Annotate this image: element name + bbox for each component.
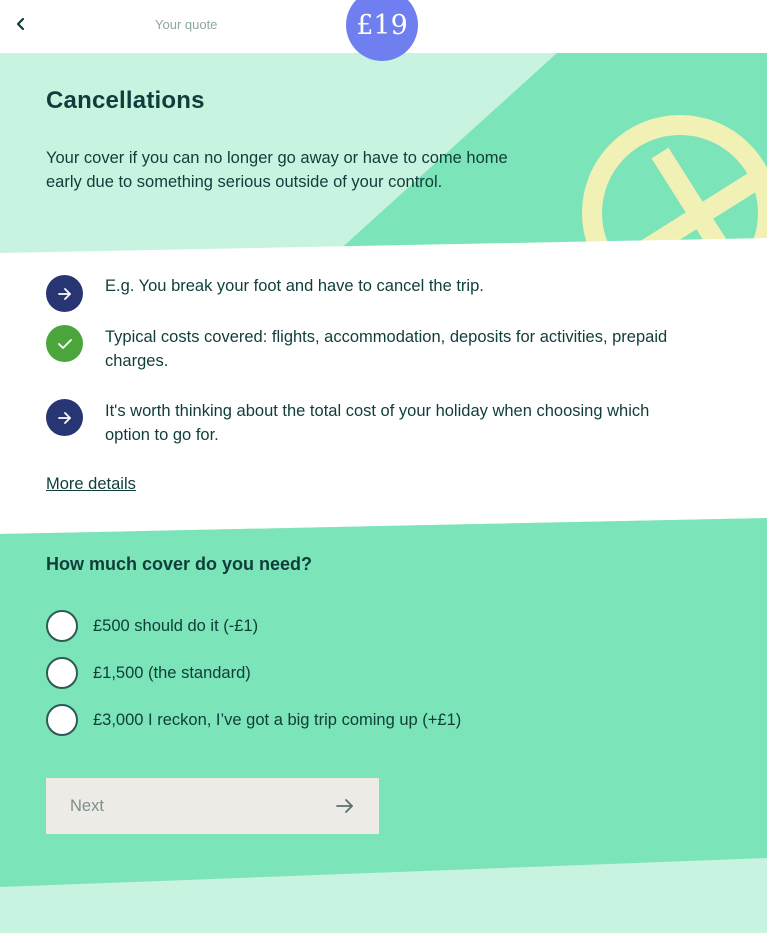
chevron-left-icon [16,17,26,31]
next-button-label: Next [70,796,104,815]
page-title: Cancellations [46,87,205,114]
radio-button[interactable] [46,704,78,736]
cover-option-1500[interactable] [46,657,251,689]
cover-question: How much cover do you need? [46,554,313,574]
cover-option-label: £3,000 I reckon, I’ve got a big trip coming up (+£1) [93,710,462,729]
hero-section [0,53,767,253]
cover-option-label: £500 should do it (-£1) [93,616,259,635]
check-icon [46,325,83,362]
info-item-text: Typical costs covered: flights, accommodation, deposits for activities, prepaid charges. [105,328,668,370]
cover-option-500[interactable] [46,610,258,642]
quote-title: Your quote [155,17,218,32]
info-item-tip [46,399,695,447]
back-button[interactable] [10,12,32,36]
more-details-link[interactable]: More details [46,475,136,493]
info-item-text: It's worth thinking about the total cost of your holiday when choosing which option to go for. [105,402,650,444]
cover-option-3000[interactable] [46,704,461,736]
cover-option-label: £1,500 (the standard) [93,663,251,682]
quote-price-badge: £19 [346,0,418,61]
radio-button[interactable] [46,610,78,642]
arrow-right-icon [46,399,83,436]
next-button[interactable] [46,778,379,834]
arrow-right-icon [46,275,83,312]
page-description: Your cover if you can no longer go away or have to come home early due to something serious outside of your control. [46,149,508,191]
info-item-example [46,275,695,312]
info-item-text: E.g. You break your foot and have to cancel the trip. [105,277,484,295]
radio-button[interactable] [46,657,78,689]
info-item-covered [46,325,695,373]
arrow-right-icon [335,798,355,814]
